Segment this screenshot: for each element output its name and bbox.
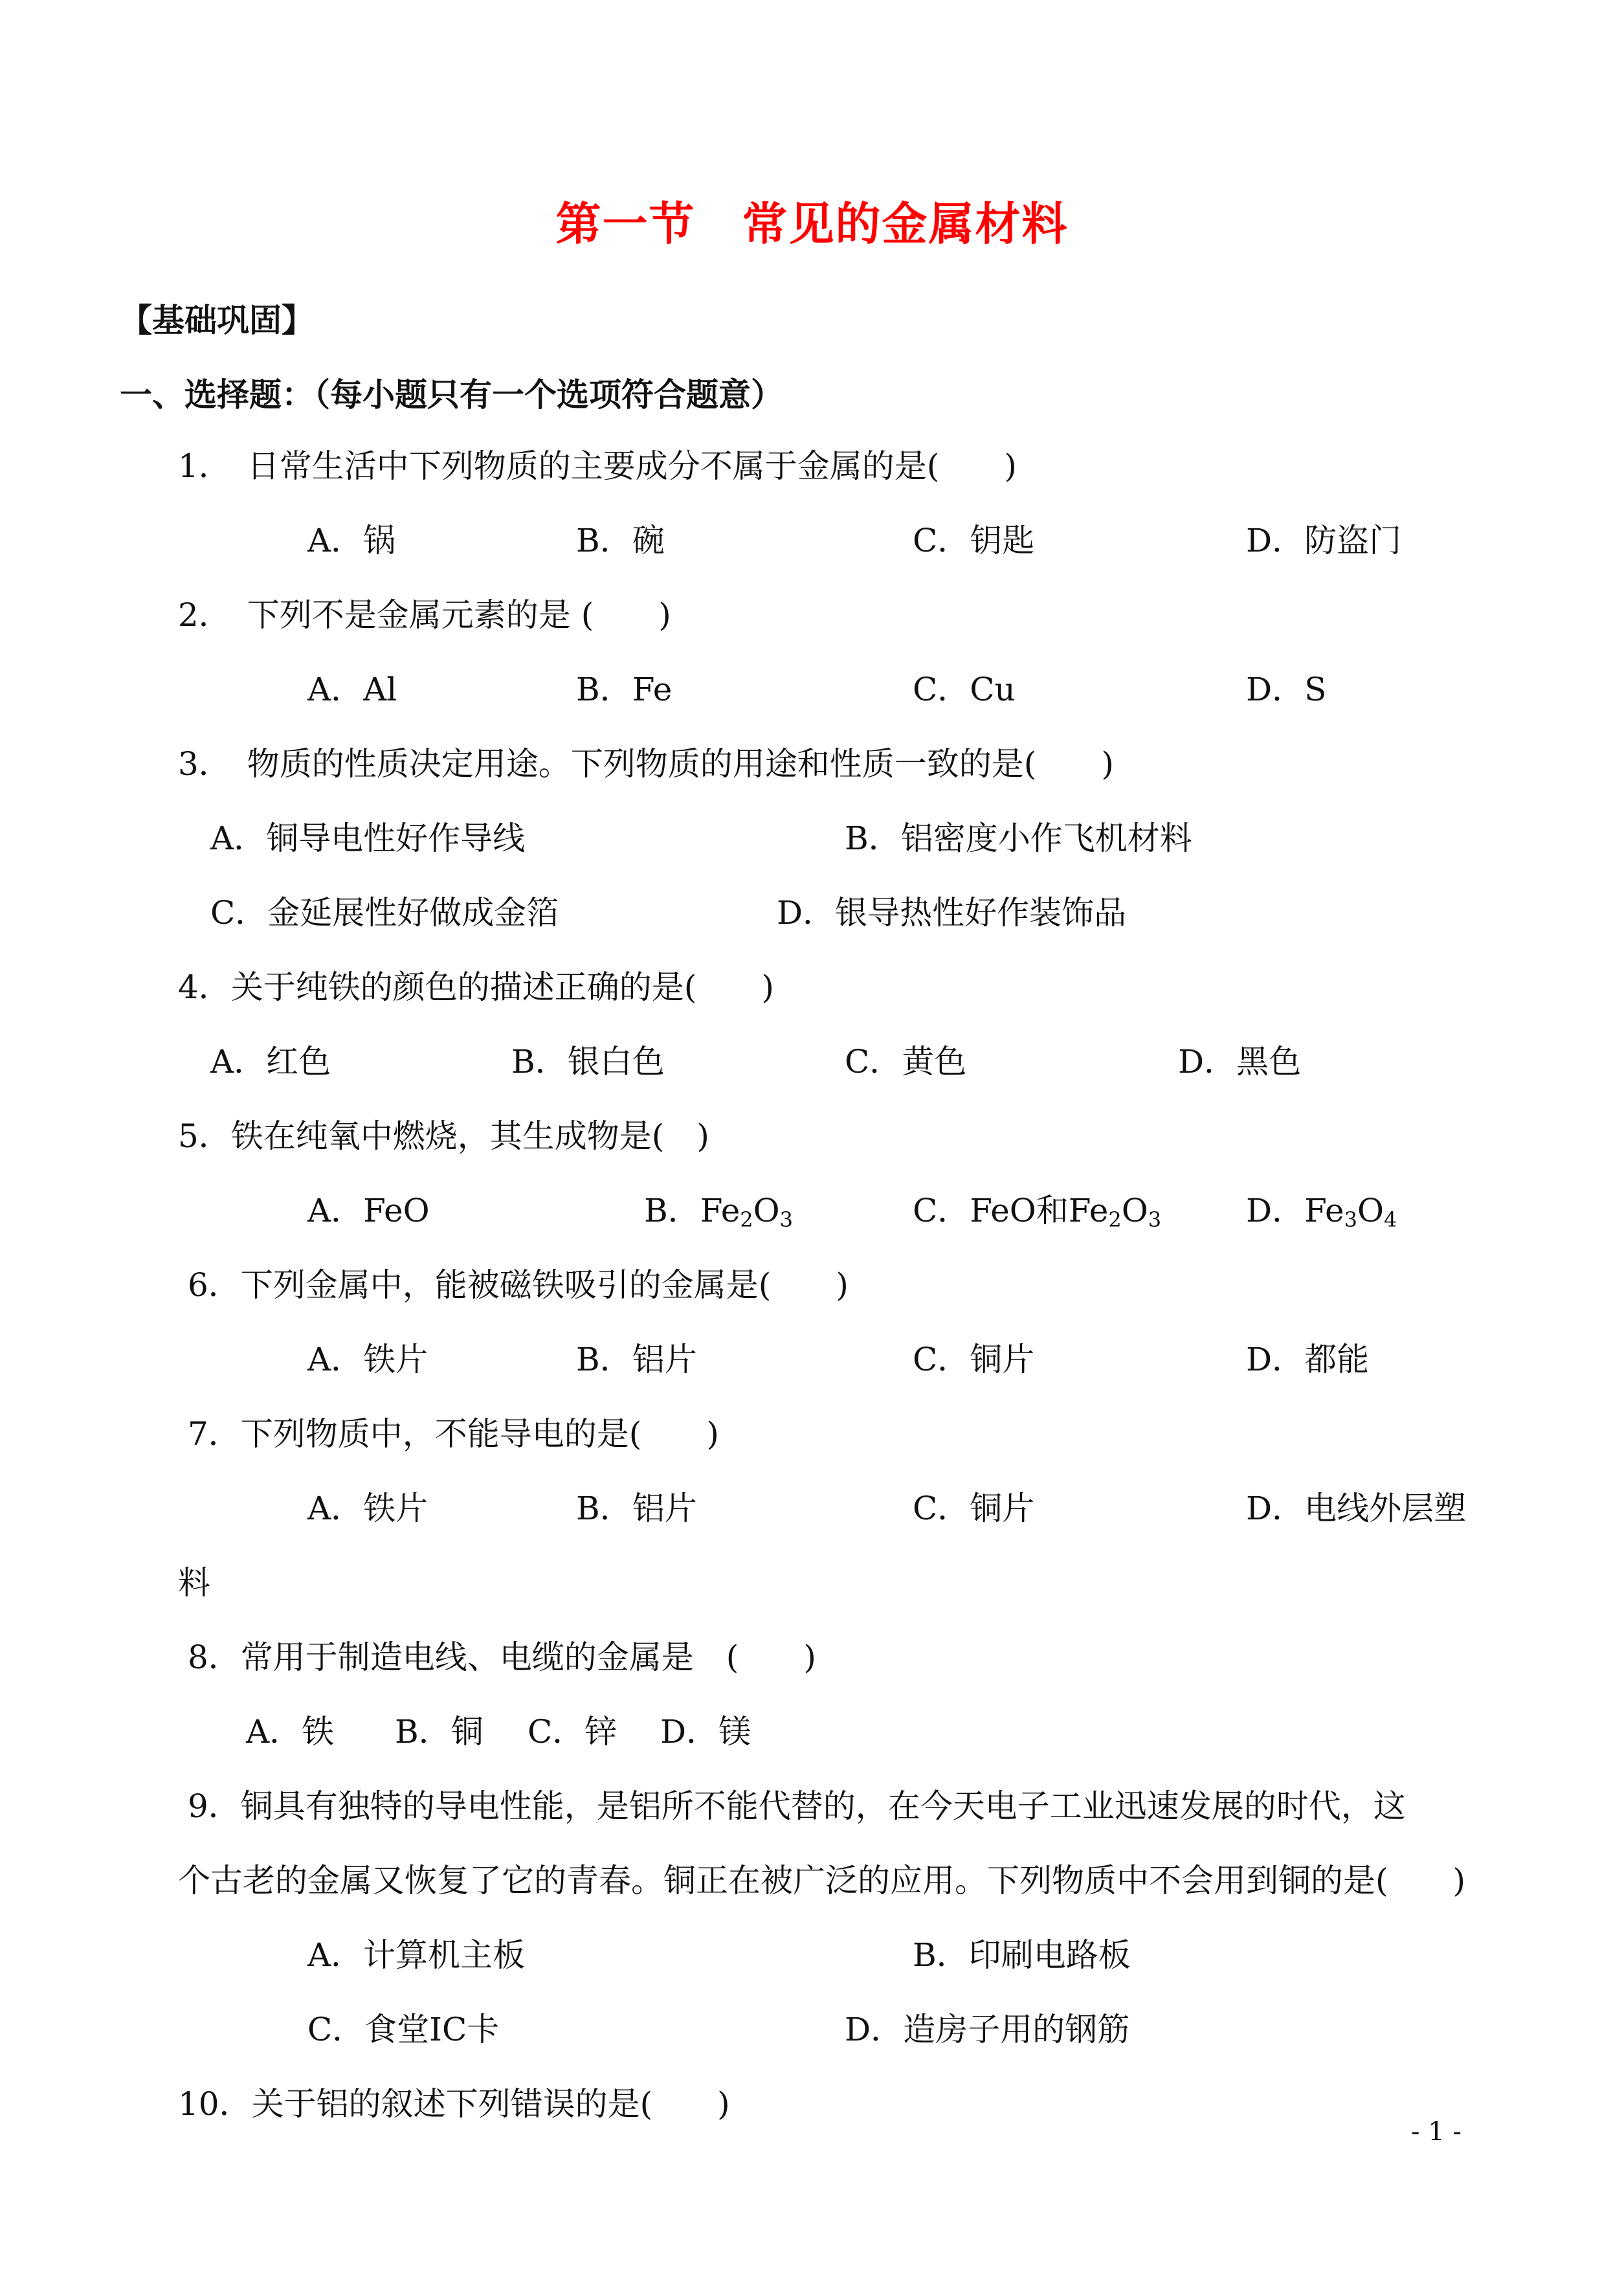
question-5-option-d: D．$Fe_3O_4$ [1246,1192,1397,1232]
question-5-option-a: A．FeO [307,1192,430,1229]
page-title: 第一节 常见的金属材料 [555,197,1069,251]
question-7-option-d-wrap: 料 [178,1564,210,1602]
question-2-option-c: C．Cu [913,671,1016,708]
question-8-option-a: A．铁 [246,1713,335,1751]
question-3-option-b: B．铝密度小作飞机材料 [845,820,1192,857]
question-5-option-c: C．FeO和$Fe_2O_3$ [913,1192,1162,1232]
question-7-stem: 7．下列物质中，不能导电的是( ) [188,1415,719,1453]
question-9-option-d: D．造房子用的钢筋 [845,2011,1130,2048]
question-6-option-d: D．都能 [1246,1341,1370,1378]
question-7-option-c: C．铜片 [913,1490,1035,1527]
question-9-stem-line-1: 9．铜具有独特的导电性能，是铝所不能代替的，在今天电子工业迅速发展的时代，这 [188,1787,1406,1825]
question-6-option-a: A．铁片 [307,1341,428,1378]
question-3-option-d: D．银导热性好作装饰品 [777,894,1127,932]
question-9-stem-line-2: 个古老的金属又恢复了它的青春。铜正在被广泛的应用。下列物质中不会用到铜的是( ) [178,1862,1466,1899]
question-5-option-b: B．$Fe_2O_3$ [644,1192,794,1232]
question-2-option-a: A．Al [307,671,397,708]
question-4-option-b: B．银白色 [511,1043,665,1080]
question-4-stem: 4．关于纯铁的颜色的描述正确的是( ) [178,968,774,1006]
question-2-stem: 2． 下列不是金属元素的是 ( ) [178,596,671,634]
question-1-option-b: B．碗 [576,522,665,559]
question-6-option-c: C．铜片 [913,1341,1035,1378]
section-choice-heading: 一、选择题：（每小题只有一个选项符合题意） [120,375,783,414]
question-7-option-d: D．电线外层塑 [1246,1490,1467,1527]
question-4-option-d: D．黑色 [1178,1043,1302,1080]
question-6-option-b: B．铝片 [576,1341,697,1378]
question-8-option-d: D．镁 [660,1713,751,1751]
question-1-option-c: C．钥匙 [913,522,1035,559]
question-4-option-a: A．红色 [210,1043,331,1080]
question-6-stem: 6．下列金属中，能被磁铁吸引的金属是( ) [188,1266,849,1304]
question-3-option-a: A．铜导电性好作导线 [210,820,526,857]
question-5-stem: 5．铁在纯氧中燃烧，其生成物是( ) [178,1117,709,1155]
question-3-stem: 3． 物质的性质决定用途。下列物质的用途和性质一致的是( ) [178,745,1114,783]
question-7-option-b: B．铝片 [576,1490,697,1527]
question-9-option-b: B．印刷电路板 [913,1936,1131,1974]
question-9-option-c: C．食堂IC卡 [307,2011,500,2048]
question-8-option-b: B．铜 [395,1713,484,1751]
question-8-option-c: C．锌 [528,1713,617,1751]
question-10-stem: 10．关于铝的叙述下列错误的是( ) [178,2085,730,2123]
question-3-option-c: C．金延展性好做成金箔 [210,894,559,932]
question-8-stem: 8．常用于制造电线、电缆的金属是 ( ) [188,1639,816,1676]
question-4-option-c: C．黄色 [845,1043,967,1080]
question-1-option-a: A．锅 [307,522,396,559]
question-9-option-a: A．计算机主板 [307,1936,526,1974]
section-basic-heading: 【基础巩固】 [120,301,314,339]
page-number: - 1 - [1411,2117,1462,2147]
question-1-option-d: D．防盗门 [1246,522,1402,559]
question-2-option-d: D．S [1246,671,1327,708]
question-7-option-a: A．铁片 [307,1490,428,1527]
question-2-option-b: B．Fe [576,671,673,708]
question-1-stem: 1． 日常生活中下列物质的主要成分不属于金属的是( ) [178,447,1017,485]
